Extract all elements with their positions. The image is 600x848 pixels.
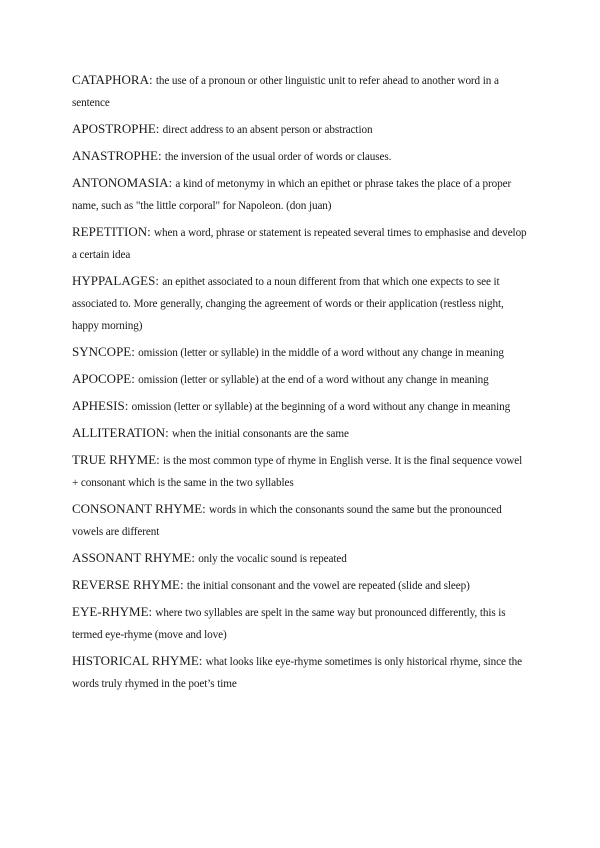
glossary-entry-consonant-rhyme: CONSONANT RHYME: words in which the consonants sound the same but the pronounced vowels are different — [72, 501, 502, 538]
glossary-entry-anastrophe: ANASTROPHE: the inversion of the usual order of words or clauses. — [72, 148, 392, 163]
entry-term: REVERSE RHYME — [72, 577, 180, 592]
entry-term: APOSTROPHE — [72, 121, 156, 136]
entry-term: APHESIS — [72, 398, 125, 413]
entry-term: TRUE RHYME — [72, 452, 157, 467]
entry-term: HISTORICAL RHYME — [72, 653, 199, 668]
glossary-entry-apocope: APOCOPE: omission (letter or syllable) at the end of a word without any change in meaning — [72, 371, 489, 386]
glossary-entry-historical-rhyme: HISTORICAL RHYME: what looks like eye-rhyme sometimes is only historical rhyme, since the words truly rhymed in the poet’s time — [72, 653, 522, 690]
entry-definition: omission (letter or syllable) at the beginning of a word without any change in meaning — [131, 401, 511, 413]
glossary-entry-apostrophe: APOSTROPHE: direct address to an absent person or abstraction — [72, 121, 373, 136]
entry-term: SYNCOPE — [72, 344, 132, 359]
entry-definition: the use of a pronoun or other linguistic unit to refer ahead to another word in a sentence — [72, 75, 499, 109]
entry-term: ANTONOMASIA — [72, 175, 169, 190]
entry-definition: when the initial consonants are the same — [172, 428, 349, 440]
entry-term: REPETITION — [72, 224, 148, 239]
glossary-entry-true-rhyme: TRUE RHYME: is the most common type of rhyme in English verse. It is the final sequence vowel + consonant which is the same in the two syllables — [72, 452, 523, 489]
glossary-entry-repetition: REPETITION: when a word, phrase or statement is repeated several times to emphasise and develop a certain idea — [72, 224, 527, 261]
entry-definition: the inversion of the usual order of words or clauses. — [164, 151, 392, 163]
entry-term: ASSONANT RHYME — [72, 550, 192, 565]
entry-term: EYE-RHYME — [72, 604, 149, 619]
entry-term: ANASTROPHE — [72, 148, 158, 163]
entry-definition: omission (letter or syllable) at the end of a word without any change in meaning — [138, 374, 489, 386]
glossary-entry-eye-rhyme: EYE-RHYME: where two syllables are spelt in the same way but pronounced differently, this is termed eye-rhyme (move and love) — [72, 604, 506, 641]
glossary-entry-assonant-rhyme: ASSONANT RHYME: only the vocalic sound is repeated — [72, 550, 347, 565]
glossary-entry-antonomasia: ANTONOMASIA: a kind of metonymy in which an epithet or phrase takes the place of a proper name, such as "the little corporal" for Napoleon. (don juan) — [72, 175, 512, 212]
entry-definition: where two syllables are spelt in the same way but pronounced differently, this is termed eye-rhyme (move and love) — [72, 607, 506, 641]
entry-definition: when a word, phrase or statement is repeated several times to emphasise and develop a certain idea — [72, 227, 527, 261]
entry-definition: the initial consonant and the vowel are repeated (slide and sleep) — [186, 580, 470, 592]
entry-definition: omission (letter or syllable) in the middle of a word without any change in meaning — [138, 347, 504, 359]
entry-definition: direct address to an absent person or abstraction — [162, 124, 373, 136]
entry-term: APOCOPE — [72, 371, 132, 386]
glossary-entry-aphesis: APHESIS: omission (letter or syllable) at the beginning of a word without any change in meaning — [72, 398, 511, 413]
glossary-entry-alliteration: ALLITERATION: when the initial consonants are the same — [72, 425, 349, 440]
entry-term: CATAPHORA — [72, 72, 149, 87]
glossary-entry-reverse-rhyme: REVERSE RHYME: the initial consonant and the vowel are repeated (slide and sleep) — [72, 577, 470, 592]
entry-definition: is the most common type of rhyme in English verse. It is the final sequence vowel + consonant which is the same in the two syllables — [72, 455, 523, 489]
entry-definition: only the vocalic sound is repeated — [198, 553, 347, 565]
entry-definition: a kind of metonymy in which an epithet or phrase takes the place of a proper name, such as "the little corporal" for Napoleon. (don juan) — [72, 178, 512, 212]
entry-term: ALLITERATION — [72, 425, 166, 440]
glossary-entry-hyppalages: HYPPALAGES: an epithet associated to a noun different from that which one expects to see it associated to. More generally, changing the agreement of words or their application (restless night, happy morning) — [72, 273, 504, 332]
entry-definition: words in which the consonants sound the same but the pronounced vowels are different — [72, 504, 502, 538]
glossary-entry-cataphora: CATAPHORA: the use of a pronoun or other linguistic unit to refer ahead to another word in a sentence — [72, 72, 499, 109]
entry-term: HYPPALAGES — [72, 273, 156, 288]
entry-term: CONSONANT RHYME — [72, 501, 203, 516]
entry-definition: an epithet associated to a noun different from that which one expects to see it associated to. More generally, changing the agreement of words or their application (restless night, happy morning) — [72, 276, 504, 332]
glossary-entry-syncope: SYNCOPE: omission (letter or syllable) in the middle of a word without any change in meaning — [72, 344, 504, 359]
entry-definition: what looks like eye-rhyme sometimes is only historical rhyme, since the words truly rhymed in the poet’s time — [72, 656, 522, 690]
